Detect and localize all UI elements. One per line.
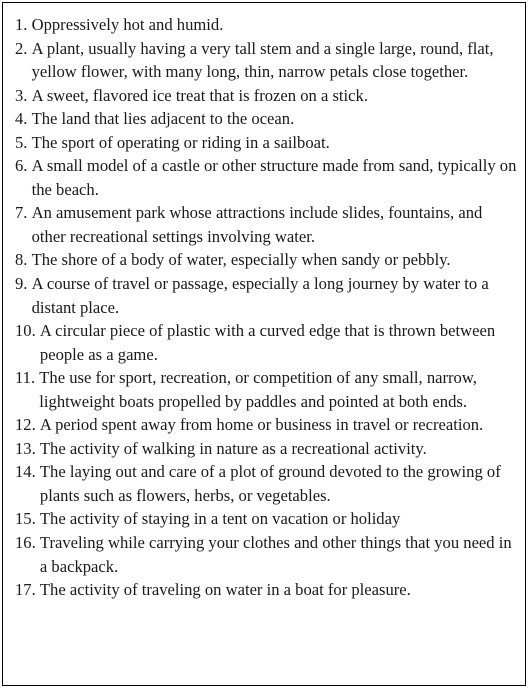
clue-number: 2. — [15, 38, 28, 58]
clue-number: 4. — [15, 109, 28, 129]
clue-number: 5. — [15, 132, 28, 152]
clue-number: 15. — [15, 509, 36, 529]
clue-item — [15, 84, 519, 108]
clue-item — [15, 366, 519, 413]
clue-text: The sport of operating or riding in a sailboat. — [31, 132, 330, 152]
clue-item — [15, 107, 519, 131]
clue-text: A sweet, flavored ice treat that is frozen on a stick. — [31, 85, 368, 105]
clue-item — [15, 531, 519, 578]
clue-text: A circular piece of plastic with a curved edge that is thrown between people as a game. — [39, 321, 496, 364]
clue-number: 17. — [15, 580, 36, 600]
clue-text: A period spent away from home or business in travel or recreation. — [39, 415, 484, 435]
clue-list — [3, 3, 525, 602]
clue-item — [15, 248, 519, 272]
clue-text: The shore of a body of water, especially when sandy or pebbly. — [31, 250, 451, 270]
clue-text: Traveling while carrying your clothes and other things that you need in a backpack. — [39, 533, 512, 576]
clue-item — [15, 319, 519, 366]
clue-item — [15, 201, 519, 248]
clue-number: 14. — [15, 462, 36, 482]
clue-item — [15, 578, 519, 602]
clue-number: 10. — [15, 321, 36, 341]
clue-item — [15, 272, 519, 319]
clue-number: 11. — [15, 368, 36, 388]
clue-text: The activity of staying in a tent on vacation or holiday — [39, 509, 401, 529]
clue-text: The laying out and care of a plot of ground devoted to the growing of plants such as flowers, herbs, or vegetables. — [39, 462, 501, 505]
clue-text: An amusement park whose attractions include slides, fountains, and other recreational settings involving water. — [31, 203, 483, 246]
clue-number: 13. — [15, 438, 36, 458]
clue-item — [15, 37, 519, 84]
clue-item — [15, 131, 519, 155]
clue-item — [15, 460, 519, 507]
clue-number: 1. — [15, 15, 28, 34]
clue-text: Oppressively hot and humid. — [31, 15, 224, 34]
clue-number: 3. — [15, 85, 28, 105]
clue-item — [15, 437, 519, 461]
clue-text: The activity of traveling on water in a boat for pleasure. — [39, 580, 411, 600]
clue-number: 9. — [15, 274, 28, 294]
clue-item — [15, 13, 519, 37]
clue-text: The use for sport, recreation, or competition of any small, narrow, lightweight boats propelled by paddles and pointed at both ends. — [39, 368, 477, 411]
clue-text: A small model of a castle or other structure made from sand, typically on the beach. — [31, 156, 517, 199]
clue-item — [15, 413, 519, 437]
clue-text: The land that lies adjacent to the ocean. — [31, 109, 295, 129]
clue-text: A course of travel or passage, especially a long journey by water to a distant place. — [31, 274, 489, 317]
clue-number: 8. — [15, 250, 28, 270]
clue-number: 6. — [15, 156, 28, 176]
clue-text: The activity of walking in nature as a recreational activity. — [39, 438, 427, 458]
clue-list-frame — [2, 2, 526, 686]
clue-number: 12. — [15, 415, 36, 435]
clue-item — [15, 507, 519, 531]
clue-text: A plant, usually having a very tall stem and a single large, round, flat, yellow flower, with many long, thin, narrow petals close together. — [31, 38, 494, 82]
clue-item — [15, 154, 519, 201]
clue-number: 7. — [15, 203, 28, 223]
clue-number: 16. — [15, 533, 36, 553]
